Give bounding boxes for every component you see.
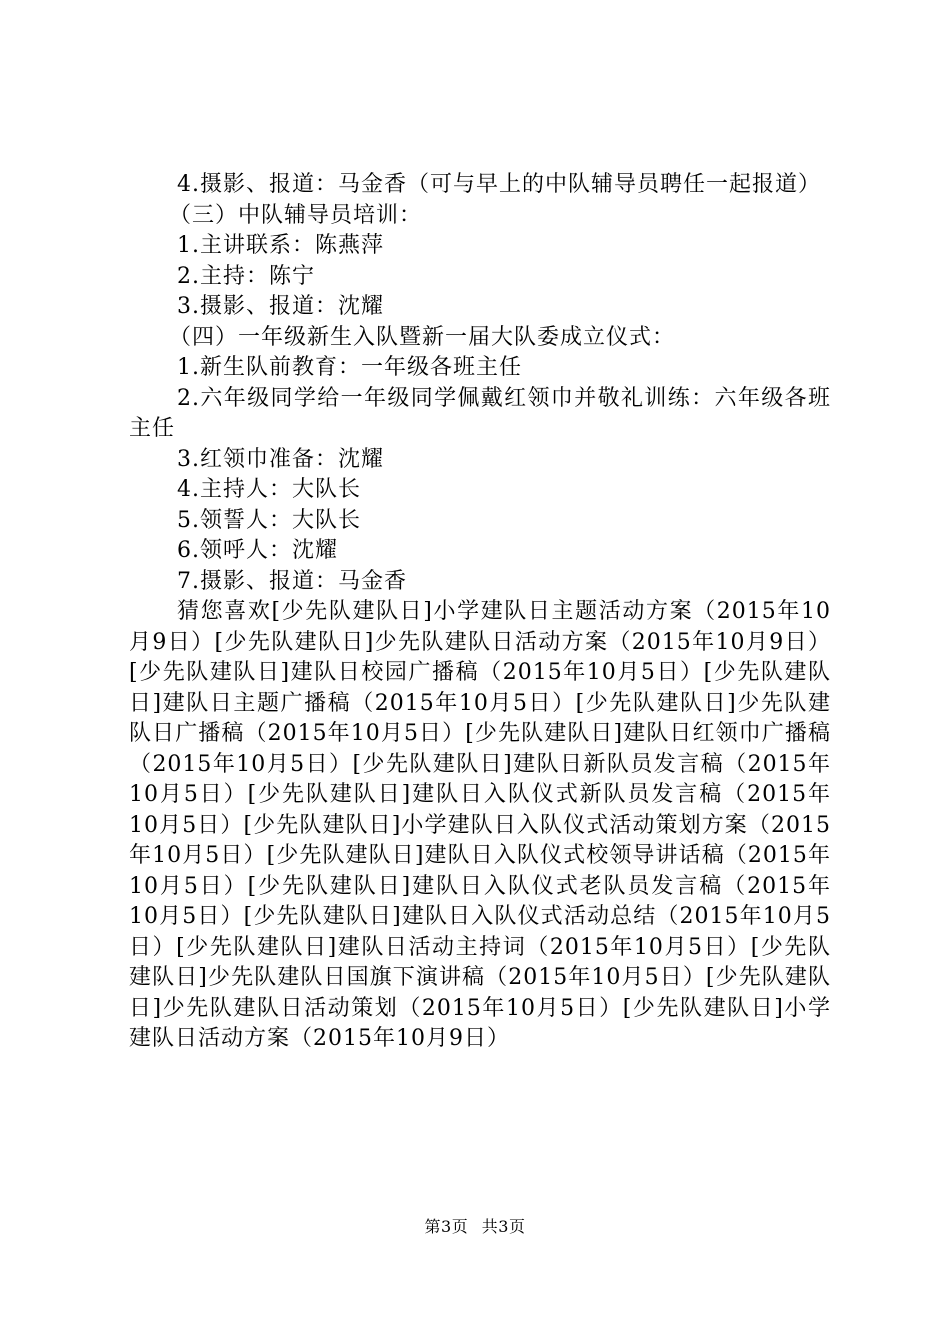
list-item: 3.红领巾准备：沈耀 [177, 446, 384, 472]
page-total: 共3页 [481, 1217, 526, 1236]
list-item: 1.新生队前教育：一年级各班主任 [177, 355, 522, 380]
paragraph-photography-report: 4.摄影、报道：马金香（可与早上的中队辅导员聘任一起报道） [177, 172, 821, 197]
related-articles-paragraph: 猜您喜欢[少先队建队日]小学建队日主题活动方案（2015年10月9日）[少先队建队日]少先队建队日活动方案（2015年10月9日）[少先队建队日]建队日校园广播稿（2015年10月5日）[少先队建队日]建队日主题广播稿（2015年10月5日）[少先队建队日]少先队建队日广播稿（2015年10月5日）[少先队建队日]建队日红领巾广播稿（2015年10月5日）[少先队建队日]建队日新队员发言稿（2015年10月5日）[少先队建队日]建队日入队仪式新队员发言稿（2015年10月5日）[少先队建队日]小学建队日入队仪式活动策划方案（2015年10月5日）[少先队建队日]建队日入队仪式校领导讲话稿（2015年10月5日）[少先队建队日]建队日入队仪式老队员发言稿（2015年10月5日）[少先队建队日]建队日入队仪式活动总结（2015年10月5日）[少先队建队日]建队日活动主持词（2015年10月5日）[少先队建队日]少先队建队日国旗下演讲稿（2015年10月5日）[少先队建队日]少先队建队日活动策划（2015年10月5日）[少先队建队日]小学建队日活动方案（2015年10月9日） [129, 599, 831, 1051]
list-item: 3.摄影、报道：沈耀 [177, 294, 384, 319]
section-heading-training: （三）中队辅导员培训： [169, 202, 423, 228]
page-footer [0, 1214, 950, 1237]
list-item: 7.摄影、报道：马金香 [177, 568, 407, 594]
list-item: 1.主讲联系：陈燕萍 [177, 233, 384, 258]
document-body [129, 170, 831, 1055]
list-item: 2.六年级同学给一年级同学佩戴红领巾并敬礼训练：六年级各班主任 [129, 385, 831, 441]
section-heading-ceremony: （四）一年级新生入队暨新一届大队委成立仪式： [169, 324, 676, 350]
page-number: 第3页 [424, 1217, 469, 1236]
list-item: 2.主持：陈宁 [177, 263, 315, 289]
list-item: 6.领呼人：沈耀 [177, 538, 338, 563]
list-item: 4.主持人：大队长 [177, 477, 361, 502]
list-item: 5.领誓人：大队长 [177, 507, 361, 533]
